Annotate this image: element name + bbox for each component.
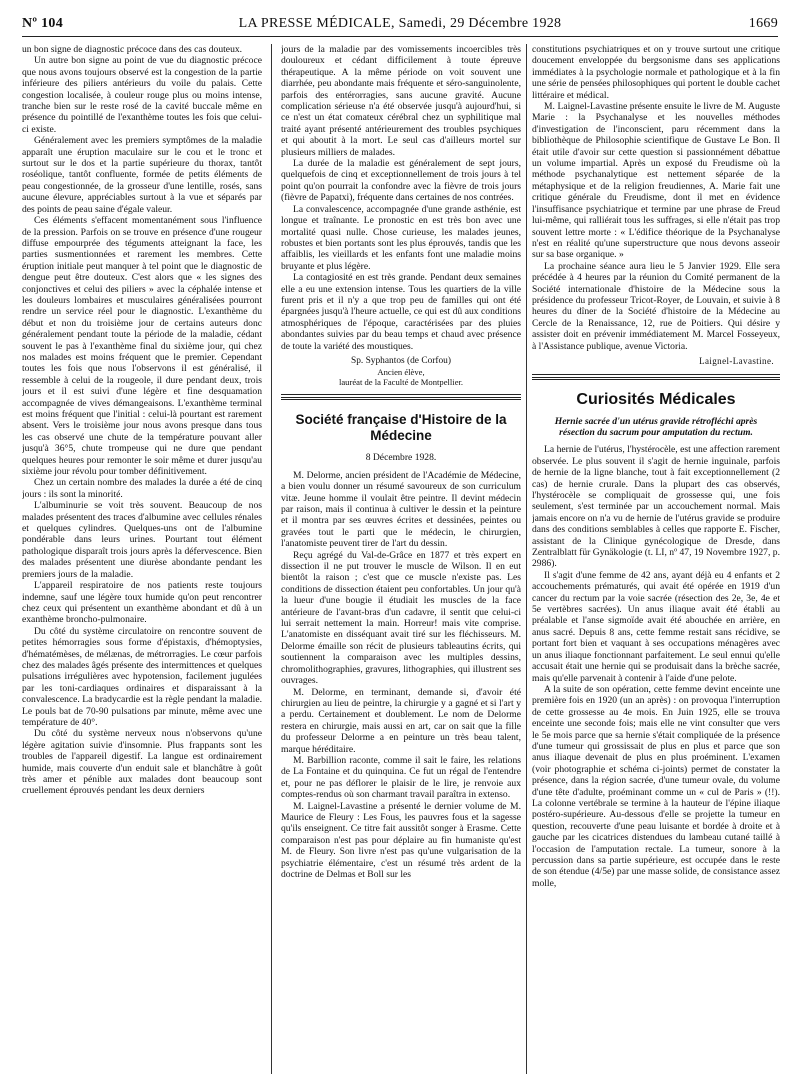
column-divider bbox=[271, 44, 272, 1074]
paragraph: La hernie de l'utérus, l'hystérocèle, est une affection rarement observée. Le plus souvent il s'agit de hernie inguinale, parfois de hernie de la ligne blanche, tout à fait exceptionnellement (2 cas) de hernie crurale. Dans la plupart des cas observés, l'hystérocèle se compliquait de grossesse qui, une fois seulement, s'est terminée par un accouchement normal. Mais jamais encore on n'a vu de hernie de l'utérus gravide se produire dans des conditions semblables à celles que rapporte E. Fischer, assistant de la Clinique gynécologique de Dresde, dans Zentralblatt für Gynäkologie (t. LI, nº 47, 19 Novembre 1927, p. 2986). bbox=[532, 444, 780, 570]
column-divider bbox=[526, 44, 527, 1074]
author-signature: Sp. Syphantos (de Corfou) bbox=[351, 355, 451, 366]
paragraph: L'appareil respiratoire de nos patients reste toujours indemne, sauf une légère toux humide qu'on peut rencontrer chez ceux qui présentent un exanthème abondant et dû à un exanthème broncho-pulmonaire. bbox=[22, 580, 262, 626]
paragraph: La prochaine séance aura lieu le 5 Janvier 1929. Elle sera précédée à 4 heures par la réunion du Comité permanent de la Société internationale d'histoire de la Médecine sous la présidence du professeur Tricot-Royer, de Louvain, et suivie à 8 heures du dîner de la Société d'histoire de la Médecine au Cercle de la Renaissance, 12, rue de Poitiers. Qui désire y assister doit en prévenir immédiatement M. Marcel Fosseyeux, à l'Assistance publique, avenue Victoria. bbox=[532, 260, 780, 352]
paragraph: constitutions psychiatriques et on y trouve surtout une critique doucement enveloppée du bergsonisme dans ses applications immédiates à la psychologie normale et pathologique et à la fin une série de pensées philosophiques qui portent le double cachet littéraire et médical. bbox=[532, 44, 780, 101]
paragraph: L'albuminurie se voit très souvent. Beaucoup de nos malades présentent des traces d'albumine avec cellules rénales et quelques cylindres. Quelques-uns ont de l'albumine pondérable dans leurs urines. Pourtant tout élément pathologique disparaît trois jours après la défervescence. Bien des malades présentent une diurèse abondante pendant les premiers jours de la maladie. bbox=[22, 500, 262, 580]
paragraph: Ces éléments s'effacent momentanément sous l'influence de la pression. Parfois on se trouve en présence d'une rougeur diffuse empourprée des téguments atteignant la face, les parties susmentionnées et rarement les membres. Cette éruption initiale peut manquer à tel point que le diagnostic de dengue peut être douteux. C'est alors que « les signes des conjonctives et celui des piliers » avec la céphalée intense et les douleurs lombaires et musculaires généralisées pourront rendre un service réel pour le diagnostic. L'exanthème du début et non du troisième jour de certains auteurs donc généralement pendant toute la période de la maladie, cédant souvent le pas à l'exanthème final du sixième jour, qui chez nos malades est moins fréquent que le premier. Cependant toutes les fois que nous l'observons il est généralisé, il ressemble à celui de la rougeole, il dure pendant deux, trois jours et il est suivi d'une légère et fine desquamation accompagnée de vives démangeaisons. L'exanthème terminal est moins fréquent que l'initial : celui-là pourtant est rarement absent. Vers le troisième jour nous avons presque dans tous les cas observé une chute de la température pouvant aller jusqu'à 36°5, chute trompeuse qui ne dure que pendant quelques heures pour remonter le soir même et durer jusqu'au sixième jour révolu pour tomber définitivement. bbox=[22, 215, 262, 478]
author-title: lauréat de la Faculté de Montpellier. bbox=[338, 377, 464, 388]
author-title: Ancien élève, bbox=[377, 367, 425, 378]
paragraph: jours de la maladie par des vomissements incoercibles très douloureux et cédant difficilement à toute épreuve thérapeutique. A la même période on voit souvent une diarrhée, peu abondante mais fréquente et séro-sanguinolente, parfois des entérorragies, sans aucune gravité. Aucune complication sérieuse n'a été observée jusqu'à aujourd'hui, si ce n'est un état comateux cérébral chez un syphilitique mal traité ayant présenté antérieurement des troubles psychiques et qui aboutit à la mort. Le seul cas d'ailleurs mortel sur plusieurs milliers de malades. bbox=[281, 44, 521, 158]
section-heading: Société française d'Histoire de la Médecine bbox=[295, 412, 507, 444]
column-middle bbox=[281, 44, 521, 1074]
author-signature: Laignel-Lavastine. bbox=[699, 355, 774, 366]
paragraph: un bon signe de diagnostic précoce dans des cas douteux. bbox=[22, 44, 243, 55]
paragraph: M. Delorme, en terminant, demande si, d'avoir été chirurgien au lieu de peintre, la chirurgie y a gagné et si l'art y a perdu. Certainement et doublement. Le nom de Delorme restera en chirurgie, mais aussi en art, car on sait que la fille du professeur Delorme a en peinture un très beau talent, marque héréditaire. bbox=[281, 686, 521, 755]
paragraph: M. Laignel-Lavastine a présenté le dernier volume de M. Maurice de Fleury : Les Fous, les pauvres fous et la sagesse qu'ils enseignent. Ce titre fait aussitôt songer à Erasme. Cette comparaison n'est pas pour déplaire au fin humaniste qu'est M. de Fleury. Son livre n'est pas qu'une vulgarisation de la psychiatrie élémentaire, c'est un résumé très ardent de la doctrine de Delmas et Boll sur les bbox=[281, 800, 521, 880]
section-divider bbox=[281, 394, 521, 395]
paragraph: Du côté du système circulatoire on rencontre souvent de petites hémorragies sous forme d'épistaxis, d'hémoptysies, d'hématémèses, de mélænas, de métrorragies. Le cœur parfois chez des malades âgés présente des intermittences et quelques pulsations irrégulières avec hypotension, facilement jugulées par les toni-cardiaques ordinaires et disparaissant à la convalescence. La bradycardie est la règle pendant la maladie. Le pouls bat de 70-90 pulsations par minute, même avec une température de 40°. bbox=[22, 625, 262, 728]
section-heading: Curiosités Médicales bbox=[576, 391, 736, 409]
page-number: 1669 bbox=[748, 16, 778, 31]
page-header bbox=[22, 14, 778, 37]
paragraph: M. Laignel-Lavastine présente ensuite le livre de M. Auguste Marie : la Psychanalyse et les nouvelles méthodes d'investigation de l'inconscient, paru récemment dans la bibliothèque de Philosophie scientifique de Gustave Le Bon. Il était utile d'avoir sur cette question si passionnément débattue un volume impartial. Après un exposé du Freudisme où la méthode psychanalytique est nettement séparée de la métaphysique et de la religion freudiennes, A. Marie fait une critique générale du Freudisme, dont il met en évidence l'insuffisance psychiatrique et termine par une phrase de Freud lui-même, qui ralliérait tous les suffrages, si elle n'était pas trop souvent lettre morte : « L'édifice théorique de la Psychanalyse n'est en réalité qu'une superstructure que nous devons asseoir sur sa base organique. » bbox=[532, 101, 780, 261]
column-left bbox=[22, 44, 262, 1074]
session-date: 8 Décembre 1928. bbox=[365, 452, 437, 464]
section-divider bbox=[281, 397, 521, 400]
paragraph: M. Delorme, ancien président de l'Académie de Médecine, a bien voulu donner un résumé savoureux de son curriculum vitæ. Jeune homme il voulait être peintre. Il devint médecin par raison, mais il continua à cultiver le dessin et la peinture et il montra par ses œuvres écrites et dessinées, peintes ou gravées tout le parti que le médecin, le chirurgien, l'anatomiste peuvent tirer de l'art du dessin. bbox=[281, 469, 521, 550]
paragraph: La convalescence, accompagnée d'une grande asthénie, est longue et traînante. Le pronostic en est très bon avec une mortalité quasi nulle. Chose curieuse, les malades jeunes, robustes et bien portants sont les plus éprouvés, tandis que les affaiblis, les vieillards et les enfants font une maladie moins bruyante et plus légère. bbox=[281, 203, 521, 272]
paragraph: La durée de la maladie est généralement de sept jours, quelquefois de cinq et exceptionnellement de trois jours à tel point qu'on pourrait la confondre avec la fièvre de trois jours (fièvre de Papatxi), fréquente dans certaines de nos contrées. bbox=[281, 158, 521, 204]
paragraph: Généralement avec les premiers symptômes de la maladie apparaît une éruption maculaire sur le cou et le tronc et surtout sur le dos et la partie supérieure du thorax, tantôt roséolique, tantôt confluente, formée de petits éléments de peau congestionnée, de la grosseur d'une lentille, rosés, sans aucune élevure, appréciables surtout à la vue et séparés par des points de peau saine d'égale valeur. bbox=[22, 135, 262, 215]
journal-title: LA PRESSE MÉDICALE, Samedi, 29 Décembre 1928 bbox=[238, 16, 562, 31]
article-subheading: Hernie sacrée d'un utérus gravide rétrofléchi après résection du sacrum pour amputation du rectum. bbox=[554, 416, 758, 439]
issue-number: Nº 104 bbox=[22, 16, 64, 31]
paragraph: M. Barbillion raconte, comme il sait le faire, les relations de La Fontaine et du quinquina. Ce fut un régal de l'entendre et, pour ne pas déflorer le plaisir de le lire, je renvoie aux comptes-rendus où son charmant travail paraîtra in extenso. bbox=[281, 754, 521, 801]
column-right bbox=[532, 44, 780, 1074]
paragraph: Chez un certain nombre des malades la durée a été de cinq jours : ils sont la minorité. bbox=[22, 477, 262, 500]
paragraph: Un autre bon signe au point de vue du diagnostic précoce que nous avons toujours observé est la congestion de la partie inférieure des piliers antérieurs du voile du palais. Cette congestion localisée, à couleur rouge plus ou moins intense, tranche bien sur le reste rosé de la cavité buccale même en présence du pointillé de l'exanthème toutes les fois que celui-ci existe. bbox=[22, 55, 262, 135]
paragraph: A la suite de son opération, cette femme devint enceinte une première fois en 1920 (un an après) : on provoqua l'interruption de cette grossesse au 4e mois. En Juin 1925, elle se trouva enceinte une seconde fois; mais elle ne vint consulter que vers le 5e mois parce que sa hernie s'était compliquée de la présence d'une tumeur qui grossissait de plus en plus et parce que son anus iliaque devenait de plus en plus proéminent. L'examen (voir photographie et schéma ci-joints) permet de constater la présence, dans la région sacrée, d'une tumeur ovale, du volume d'une tête d'adulte, proéminant comme un « cul de Paris » (!!). La colonne vertébrale se termine à la hauteur de l'épine iliaque postéro-supérieure. Au-dessous d'elle se projette la tumeur en question, recouverte d'une peau luisante et bordée à droite et à gauche par les cicatrices distendues du lambeau cutané taillé à l'occasion de l'amputation rectale. La tumeur, sonore à la percussion dans sa partie supérieure, est occupée dans le reste de son étendue (4/5e) par une masse solide, de consistance assez molle, bbox=[532, 683, 780, 889]
paragraph: La contagiosité en est très grande. Pendant deux semaines elle a eu une extension intense. Tous les quartiers de la ville furent pris et il n'y a que trop peu de familles qui ont été épargnées jusqu'à l'heure actuelle, ce qui est dû aux conditions atmosphériques de l'époque, caractérisées par des pluies abondantes suivies par du beau temps et chaud avec présence de toute la variété des moustiques. bbox=[281, 272, 521, 352]
paragraph: Il s'agit d'une femme de 42 ans, ayant déjà eu 4 enfants et 2 accouchements prématurés, qui avait été opérée en 1919 d'un cancer du rectum par la voie sacrée (résection des 2e, 3e, 4e et 5e vertèbres sacrées). Un anus iliaque avait été établi au préalable et l'anse sigmoïde avait été abouchée en arrière, en anus sacré. Depuis 8 ans, cette femme restait sans récidive, se portant fort bien et vaquant à ses occupations ménagères avec un anus iliaque fonctionnant parfaitement. Le seul ennui qu'elle accusait était une hernie qui se produisait dans la brèche sacrée, mais qu'elle parvenait à contenir à l'aide d'une pelote. bbox=[532, 569, 780, 684]
paragraph: Reçu agrégé du Val-de-Grâce en 1877 et très expert en dissection il ne put trouver le muscle de Wilson. Il en eut bientôt la raison ; c'est que ce muscle n'existe pas. Les conditions de dissection étaient peu confortables. Un jour qu'à la lueur d'une bougie il étudiait les muscles de la face antérieure de l'avant-bras d'un cadavre, il sentit que celui-ci lui serrait nettement la main. Horreur! mais vite comprise. L'anatomiste en disséquant avait tiré sur les fléchisseurs. M. Delorme émaille son récit de plusieurs tableautins écrits, qui soutiennent la comparaison avec les multiples dessins, chromolithographies, gravures, lithographies, qui illustrent ses ouvrages. bbox=[281, 549, 521, 687]
section-divider bbox=[532, 374, 780, 375]
section-divider bbox=[532, 377, 780, 380]
paragraph: Du côté du système nerveux nous n'observons qu'une légère agitation suivie d'insomnie. Plus frappants sont les troubles de l'appareil digestif. La langue est ordinairement humide, mais couverte d'un enduit sale et blanchâtre à goût très amer et pénible aux malades dont beaucoup sont cruellement éprouvés pendant les deux derniers bbox=[22, 728, 262, 797]
